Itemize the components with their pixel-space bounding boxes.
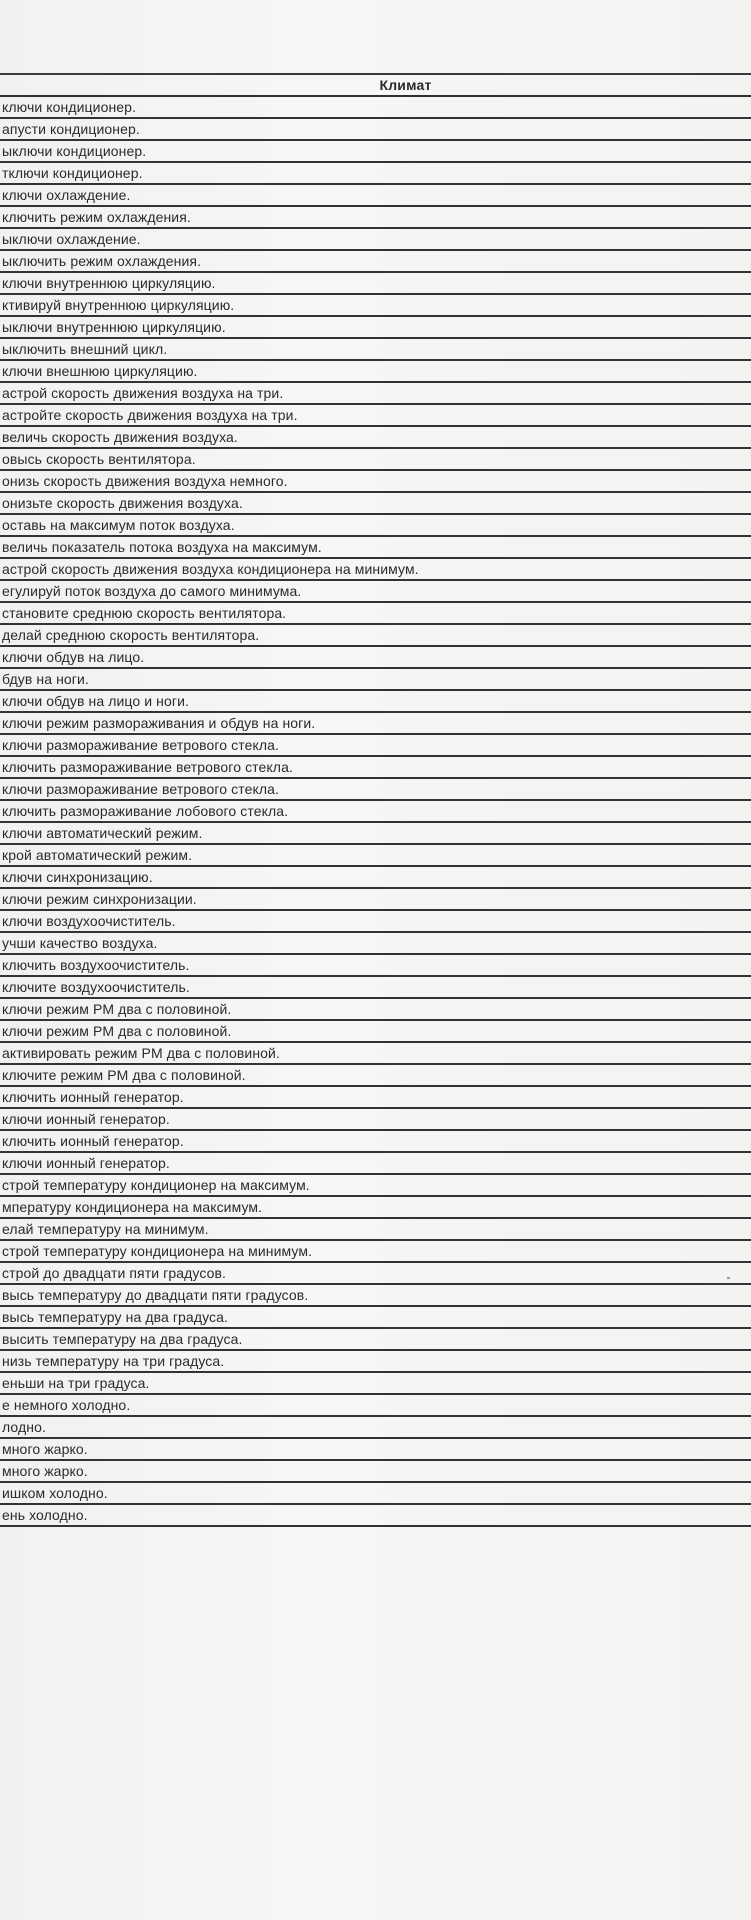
table-row: онизьте скорость движения воздуха. — [0, 493, 751, 515]
table-row: ключи режим синхронизации. — [0, 889, 751, 911]
table-row: ключи воздухоочиститель. — [0, 911, 751, 933]
table-row: ключи режим размораживания и обдув на ноги. — [0, 713, 751, 735]
table-row: ключи ионный генератор. — [0, 1153, 751, 1175]
table-row: ключи охлаждение. — [0, 185, 751, 207]
table-row: ключи режим PM два с половиной. — [0, 1021, 751, 1043]
table-row: величь скорость движения воздуха. — [0, 427, 751, 449]
table-row: астрой скорость движения воздуха кондиционера на минимум. — [0, 559, 751, 581]
table-row: ень холодно. — [0, 1505, 751, 1527]
table-row: ключи обдув на лицо. — [0, 647, 751, 669]
table-row: ыключить режим охлаждения. — [0, 251, 751, 273]
table-row: ключи внутреннюю циркуляцию. — [0, 273, 751, 295]
table-row: ключить размораживание ветрового стекла. — [0, 757, 751, 779]
table-row: ктивируй внутреннюю циркуляцию. — [0, 295, 751, 317]
table-row: ключи автоматический режим. — [0, 823, 751, 845]
table-row: тключи кондиционер. — [0, 163, 751, 185]
table-row: онизь скорость движения воздуха немного. — [0, 471, 751, 493]
table-row: овысь скорость вентилятора. — [0, 449, 751, 471]
table-row: становите среднюю скорость вентилятора. — [0, 603, 751, 625]
table-row: егулируй поток воздуха до самого минимума. — [0, 581, 751, 603]
table-row: ключи синхронизацию. — [0, 867, 751, 889]
table-row: активировать режим PM два с половиной. — [0, 1043, 751, 1065]
table-row: строй температуру кондиционер на максимум. — [0, 1175, 751, 1197]
table-row: ыключи кондиционер. — [0, 141, 751, 163]
paper-speck — [727, 1277, 730, 1279]
table-row: астрой скорость движения воздуха на три. — [0, 383, 751, 405]
table-row: оставь на максимум поток воздуха. — [0, 515, 751, 537]
table-row: бдув на ноги. — [0, 669, 751, 691]
table-row: ключить ионный генератор. — [0, 1087, 751, 1109]
table-row: величь показатель потока воздуха на максимум. — [0, 537, 751, 559]
table-row: учши качество воздуха. — [0, 933, 751, 955]
table-row: много жарко. — [0, 1461, 751, 1483]
table-row: лодно. — [0, 1417, 751, 1439]
table-row: ключи размораживание ветрового стекла. — [0, 735, 751, 757]
table-row: высь температуру до двадцати пяти градусов. — [0, 1285, 751, 1307]
table-row: ыключи охлаждение. — [0, 229, 751, 251]
table-row: астройте скорость движения воздуха на три. — [0, 405, 751, 427]
table-row: ключи режим PM два с половиной. — [0, 999, 751, 1021]
table-row: много жарко. — [0, 1439, 751, 1461]
table-row: мпературу кондиционера на максимум. — [0, 1197, 751, 1219]
table-row: ыключи внутреннюю циркуляцию. — [0, 317, 751, 339]
climate-table — [0, 73, 751, 1527]
table-row: ключи кондиционер. — [0, 97, 751, 119]
table-row: делай среднюю скорость вентилятора. — [0, 625, 751, 647]
table-row: ключите воздухоочиститель. — [0, 977, 751, 999]
table-row: строй до двадцати пяти градусов. — [0, 1263, 751, 1285]
table-row: крой автоматический режим. — [0, 845, 751, 867]
table-row: ключить ионный генератор. — [0, 1131, 751, 1153]
table-row: елай температуру на минимум. — [0, 1219, 751, 1241]
table-row: ключить воздухоочиститель. — [0, 955, 751, 977]
table-row: высить температуру на два градуса. — [0, 1329, 751, 1351]
table-row: ишком холодно. — [0, 1483, 751, 1505]
table-row: е немного холодно. — [0, 1395, 751, 1417]
table-row: ключить режим охлаждения. — [0, 207, 751, 229]
table-row: ключи ионный генератор. — [0, 1109, 751, 1131]
table-row: апусти кондиционер. — [0, 119, 751, 141]
table-row: высь температуру на два градуса. — [0, 1307, 751, 1329]
table-row: ключить размораживание лобового стекла. — [0, 801, 751, 823]
table-row: ключи обдув на лицо и ноги. — [0, 691, 751, 713]
table-row: строй температуру кондиционера на минимум. — [0, 1241, 751, 1263]
table-row: ключи внешнюю циркуляцию. — [0, 361, 751, 383]
table-rows — [0, 97, 751, 1527]
table-row: ключи размораживание ветрового стекла. — [0, 779, 751, 801]
table-row: еньши на три градуса. — [0, 1373, 751, 1395]
table-row: ыключить внешний цикл. — [0, 339, 751, 361]
table-header-climate: Климат — [0, 75, 751, 97]
table-row: ключите режим PM два с половиной. — [0, 1065, 751, 1087]
table-row: низь температуру на три градуса. — [0, 1351, 751, 1373]
